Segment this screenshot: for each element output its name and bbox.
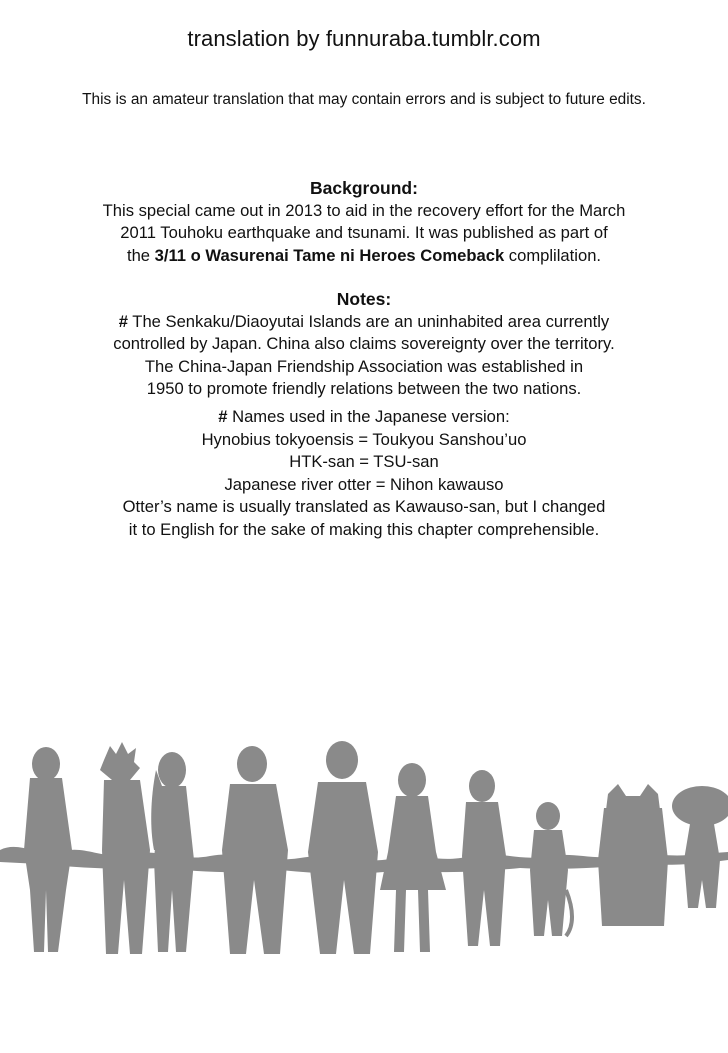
otter-note-1: Otter’s name is usually translated as Kawauso-san, but I changed	[122, 497, 606, 517]
background-line-2: 2011 Touhoku earthquake and tsunami. It was published as part of	[120, 223, 608, 243]
background-line-3	[0, 245, 728, 268]
note-mark: #	[118, 311, 128, 331]
silhouette-figure-2	[100, 742, 150, 954]
translator-credit: translation by funnuraba.tumblr.com	[187, 26, 541, 51]
silhouette-figure-6	[380, 763, 446, 952]
translation-disclaimer: This is an amateur translation that may contain errors and is subject to future edits.	[82, 91, 646, 108]
silhouette-figure-4	[222, 746, 288, 954]
silhouette-figure-8	[530, 802, 572, 936]
notes-line-1	[0, 311, 728, 334]
hand-holding-silhouettes-illustration	[0, 740, 728, 960]
note-mark: #	[218, 407, 228, 426]
silhouette-figure-1	[24, 747, 72, 952]
notes-line-4: 1950 to promote friendly relations between the two nations.	[146, 379, 582, 399]
silhouette-figure-3	[151, 752, 194, 952]
name-pair-1: Hynobius tokyoensis = Toukyou Sanshou’uo	[201, 429, 527, 449]
notes-line-1-text: The Senkaku/Diaoyutai Islands are an uninhabited area currently	[128, 311, 610, 331]
silhouette-figure-9	[598, 784, 668, 926]
notes-line-2: controlled by Japan. China also claims sovereignty over the territory.	[113, 334, 615, 354]
names-section	[0, 406, 728, 542]
background-section	[0, 177, 728, 267]
background-line-3-post: complilation.	[504, 245, 602, 265]
background-line-1: This special came out in 2013 to aid in the recovery effort for the March	[102, 200, 626, 220]
background-heading: Background:	[310, 178, 418, 198]
names-intro	[0, 406, 728, 429]
silhouette-figure-7	[462, 770, 506, 946]
otter-note-2: it to English for the sake of making this chapter comprehensible.	[128, 519, 600, 539]
name-pair-2: HTK-san = TSU-san	[289, 452, 439, 472]
background-line-3-pre: the	[126, 245, 155, 265]
notes-section	[0, 288, 728, 401]
names-intro-text: Names used in the Japanese version:	[227, 407, 510, 426]
silhouette-figure-10	[672, 786, 728, 908]
silhouette-group	[0, 741, 728, 954]
notes-line-3: The China-Japan Friendship Association was established in	[144, 356, 584, 376]
notes-heading: Notes:	[336, 289, 392, 309]
silhouette-figure-5	[308, 741, 378, 954]
compilation-title: 3/11 o Wasurenai Tame ni Heroes Comeback	[154, 245, 505, 265]
name-pair-3: Japanese river otter = Nihon kawauso	[224, 474, 504, 494]
